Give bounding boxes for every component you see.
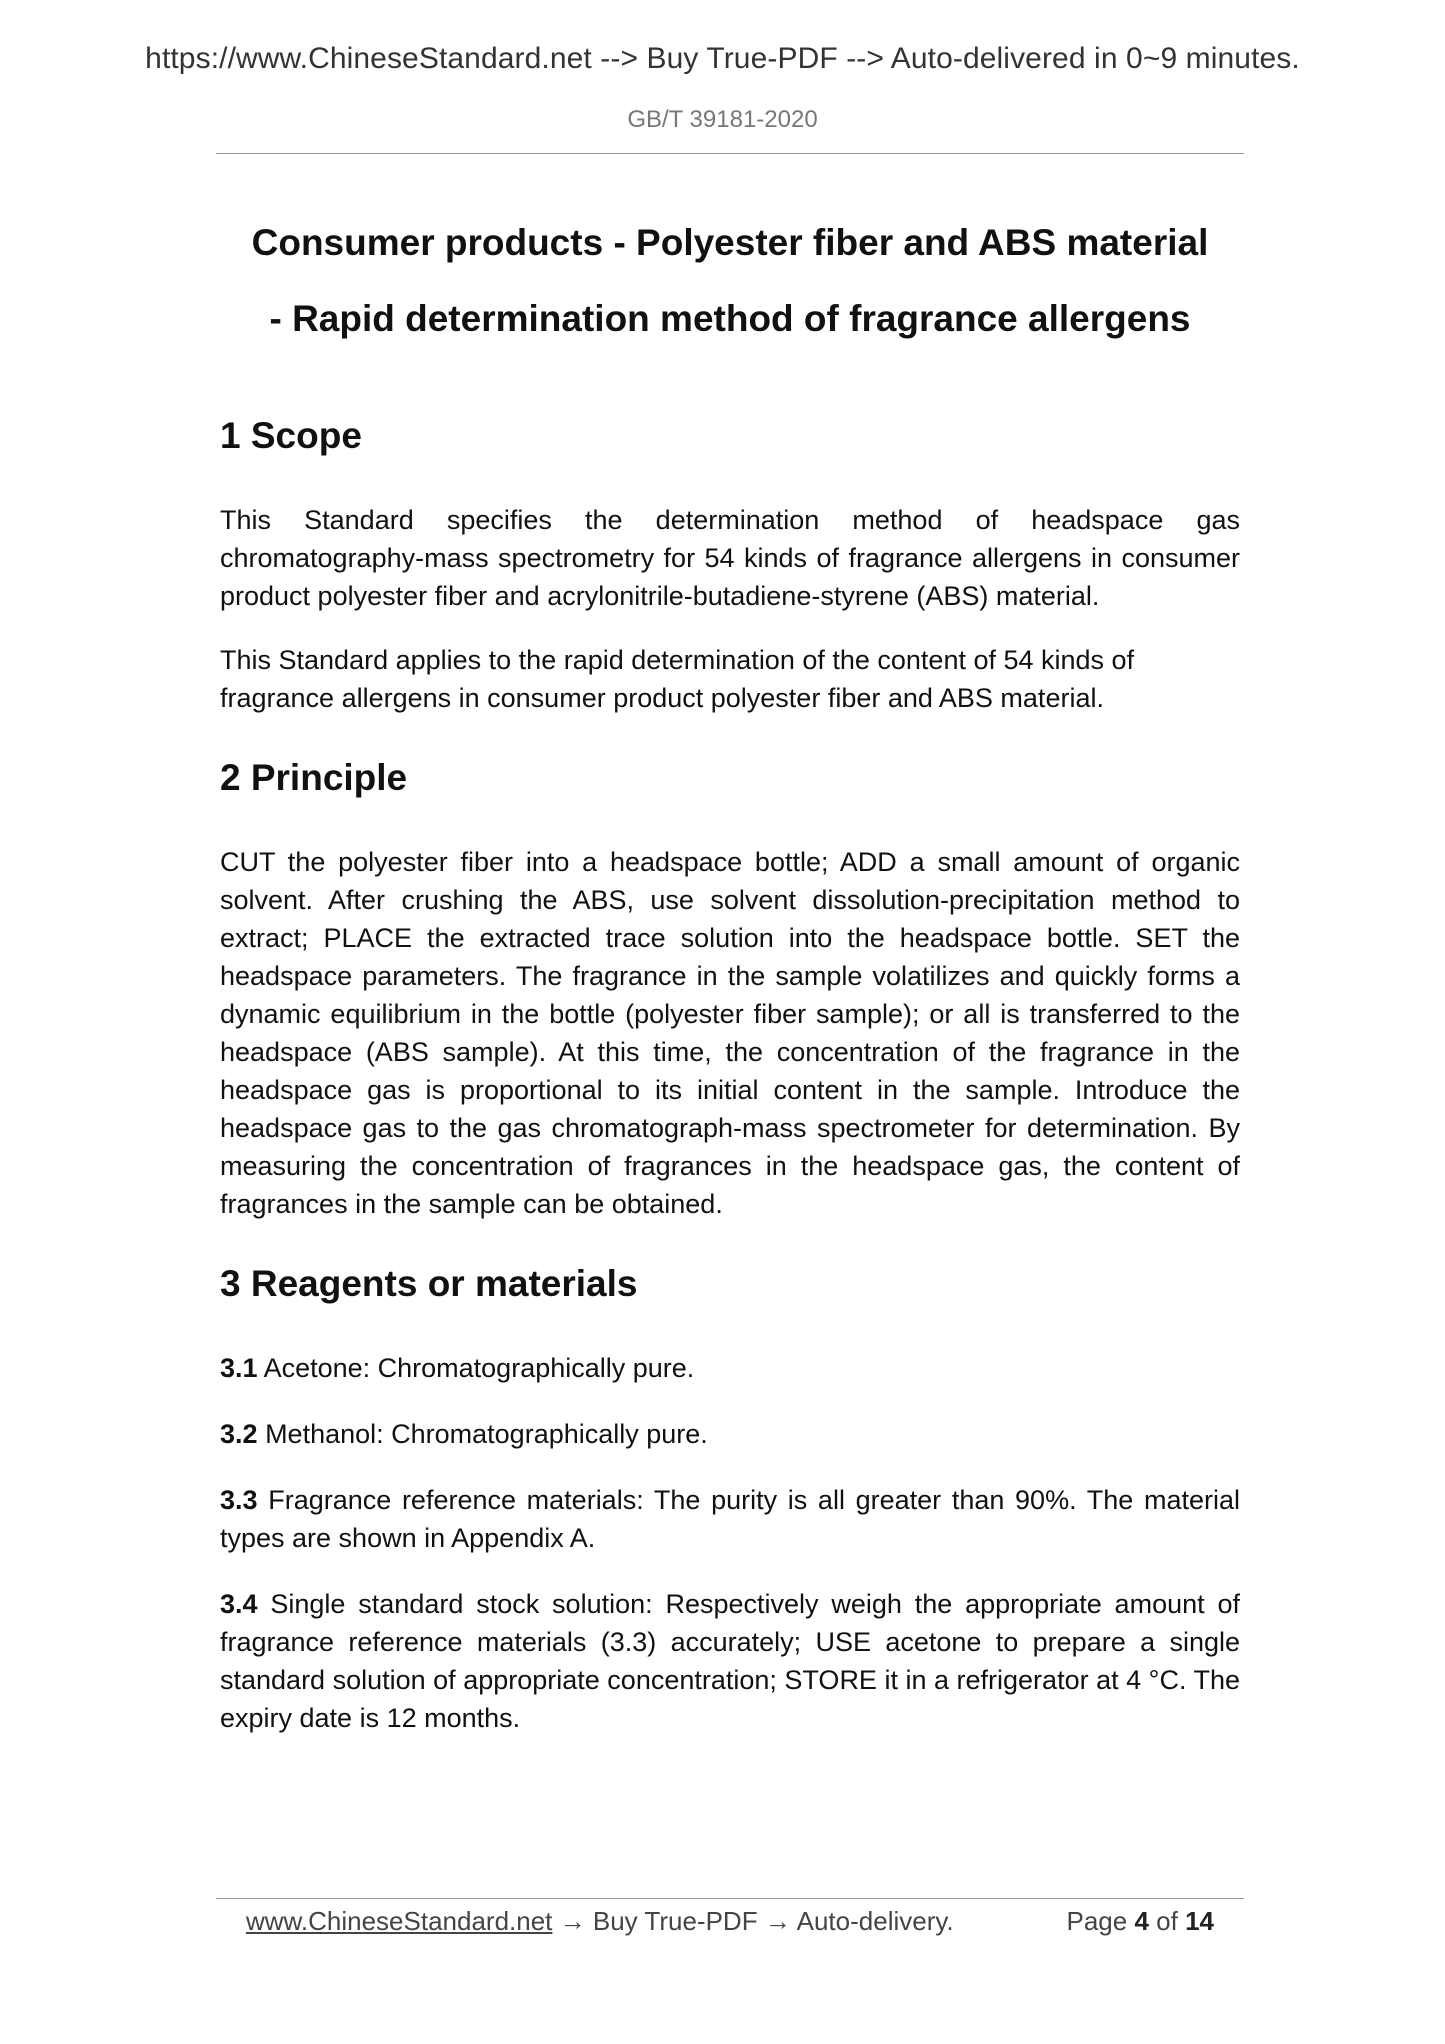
footer-site-link[interactable]: www.ChineseStandard.net — [246, 1906, 553, 1936]
reagent-item-number: 3.4 — [220, 1589, 258, 1619]
section-heading-scope: 1 Scope — [220, 415, 362, 456]
scope-paragraph-2: This Standard applies to the rapid determination of the content of 54 kinds of fragrance allergens in consumer product polyester fiber and ABS material. — [220, 645, 1135, 713]
section-heading-principle: 2 Principle — [220, 757, 408, 798]
scope-paragraph-1: This Standard specifies the determination method of headspace gas chromatography-mass spectrometry for 54 kinds of fragrance allergens in consumer product polyester fiber and acrylonitrile-butadiene-styrene (ABS) material. — [220, 505, 1240, 611]
page-total: 14 — [1185, 1906, 1214, 1936]
document-title-line-1: Consumer products - Polyester fiber and ABS material — [251, 222, 1209, 263]
page-of-label: of — [1156, 1906, 1178, 1936]
top-banner[interactable]: https://www.ChineseStandard.net --> Buy True-PDF --> Auto-delivered in 0~9 minutes. — [145, 42, 1300, 75]
arrow-right-icon: → — [764, 1906, 791, 1936]
reagent-item-text: Fragrance reference materials: The purity is all greater than 90%. The material types are shown in Appendix A. — [220, 1485, 1240, 1553]
document-body — [220, 205, 1240, 1737]
principle-paragraph: CUT the polyester fiber into a headspace bottle; ADD a small amount of organic solvent. After crushing the ABS, use solvent dissolution-precipitation method to extract; PLACE the extracted trace solution into the headspace bottle. SET the headspace parameters. The fragrance in the sample volatilizes and quickly forms a dynamic equilibrium in the bottle (polyester fiber sample); or all is transferred to the headspace (ABS sample). At this time, the concentration of the fragrance in the headspace gas is proportional to its initial content in the sample. Introduce the headspace gas to the gas chromatograph-mass spectrometer for determination. By measuring the concentration of fragrances in the headspace gas, the content of fragrances in the sample can be obtained. — [220, 847, 1240, 1219]
reagent-item-number: 3.3 — [220, 1485, 258, 1515]
document-title — [220, 205, 1240, 357]
page-label: Page — [1066, 1906, 1128, 1936]
document-title-line-2: - Rapid determination method of fragrance allergens — [269, 298, 1191, 339]
document-code: GB/T 39181-2020 — [627, 106, 818, 133]
reagent-item-3-1 — [220, 1349, 1240, 1387]
footer-delivery-text: Auto-delivery. — [796, 1906, 954, 1936]
reagent-item-3-2 — [220, 1415, 1240, 1453]
section-heading-reagents: 3 Reagents or materials — [220, 1263, 638, 1304]
footer-divider — [216, 1898, 1244, 1899]
page-footer — [246, 1903, 1226, 1939]
reagent-item-3-4 — [220, 1585, 1240, 1737]
reagent-item-number: 3.1 — [220, 1353, 258, 1383]
reagent-item-text: Single standard stock solution: Respectively weigh the appropriate amount of fragrance reference materials (3.3) accurately; USE acetone to prepare a single standard solution of appropriate concentration; STORE it in a refrigerator at 4 °C. The expiry date is 12 months. — [220, 1589, 1240, 1733]
reagent-item-number: 3.2 — [220, 1419, 258, 1449]
footer-buy-text: Buy True-PDF — [592, 1906, 758, 1936]
reagent-item-3-3 — [220, 1481, 1240, 1557]
reagent-item-text: Acetone: Chromatographically pure. — [263, 1353, 695, 1383]
header-divider — [216, 153, 1244, 154]
reagent-item-text: Methanol: Chromatographically pure. — [265, 1419, 708, 1449]
page-current: 4 — [1134, 1906, 1149, 1936]
arrow-right-icon: → — [559, 1906, 586, 1936]
page-number — [1066, 1903, 1214, 1939]
